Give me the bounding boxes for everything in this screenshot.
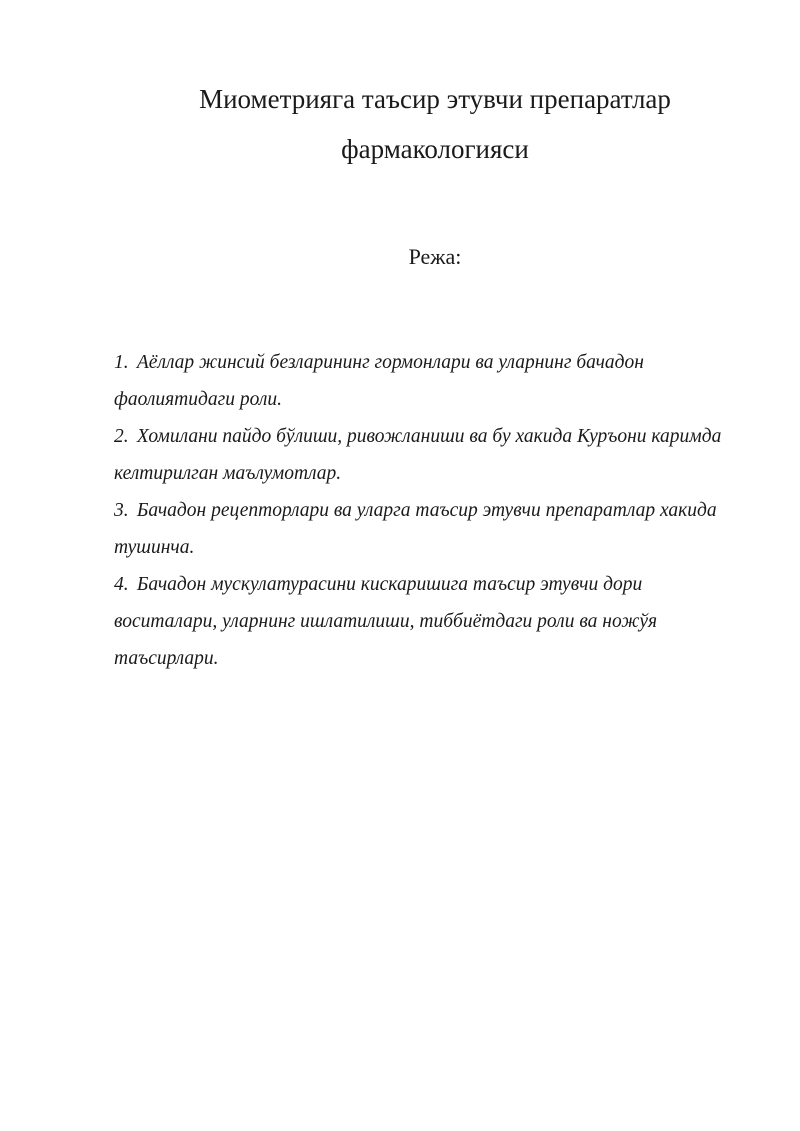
plan-item-text: Аёллар жинсий безларининг гормонлари ва уларнинг бачадон фаолиятидаги роли. bbox=[114, 352, 644, 410]
plan-item-2 bbox=[114, 418, 724, 492]
document-title bbox=[150, 74, 720, 174]
plan-item-text: Бачадон рецепторлари ва уларга таъсир этувчи препаратлар хакида тушинча. bbox=[114, 500, 717, 558]
plan-heading: Режа: bbox=[408, 244, 462, 269]
plan-item-number: 3. bbox=[114, 500, 129, 521]
plan-item-3 bbox=[114, 492, 724, 566]
plan-item-text: Бачадон мускулатурасини кискаришига таъсир этувчи дори воситалари, уларнинг ишлатилиши, тиббиётдаги роли ва ножўя таъсирлари. bbox=[114, 574, 658, 669]
plan-item-text: Хомилани пайдо бўлиши, ривожланиши ва бу хакида Куръони каримда келтирилган маълумотлар. bbox=[114, 426, 722, 484]
plan-item-4 bbox=[114, 566, 724, 677]
plan-item-number: 2. bbox=[114, 426, 129, 447]
plan-item-number: 1. bbox=[114, 352, 129, 373]
plan-item-number: 4. bbox=[114, 574, 129, 595]
plan-item-1 bbox=[114, 344, 724, 418]
plan-list bbox=[114, 344, 724, 677]
title-line-2: фармакологияси bbox=[341, 134, 529, 164]
title-line-1: Миометрияга таъсир этувчи препаратлар bbox=[199, 84, 671, 114]
